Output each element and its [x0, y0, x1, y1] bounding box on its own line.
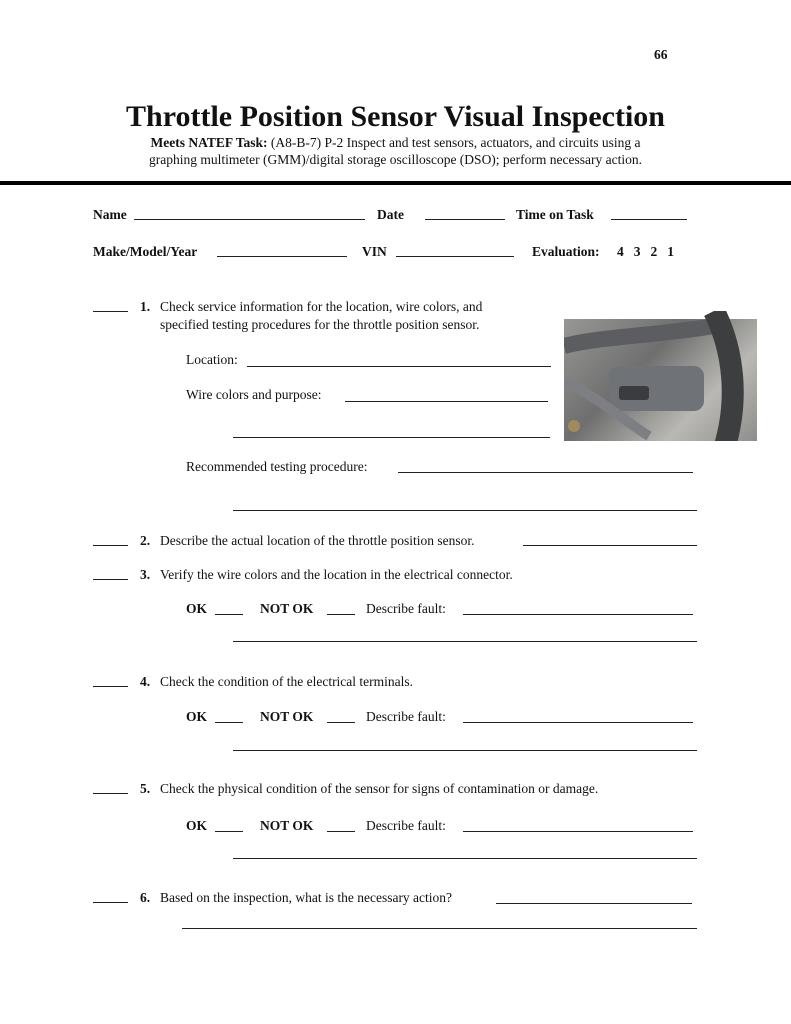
- make-model-year-field[interactable]: [217, 256, 347, 257]
- natef-line-2: graphing multimeter (GMM)/digital storage oscilloscope (DSO); perform necessary action.: [149, 152, 642, 167]
- score-1[interactable]: 1: [667, 244, 674, 259]
- vin-field[interactable]: [396, 256, 514, 257]
- item-4-describe-field[interactable]: [463, 722, 693, 723]
- item-1-number: 1.: [140, 299, 151, 314]
- item-1-checkbox-line[interactable]: [93, 311, 128, 312]
- natef-line-1: [0, 135, 791, 151]
- item-4-number: 4.: [140, 674, 151, 689]
- name-field[interactable]: [134, 219, 365, 220]
- item-5-ok-field[interactable]: [215, 831, 243, 832]
- location-label: Location:: [186, 352, 238, 367]
- item-1-text-1: Check service information for the location, wire colors, and: [160, 299, 483, 314]
- item-4-describe-label: Describe fault:: [366, 709, 446, 724]
- vin-label: VIN: [362, 244, 387, 259]
- date-label: Date: [377, 207, 404, 222]
- item-5-describe-field[interactable]: [463, 831, 693, 832]
- make-model-year-label: Make/Model/Year: [93, 244, 198, 259]
- page-title: Throttle Position Sensor Visual Inspection: [126, 100, 665, 133]
- wire-colors-label: Wire colors and purpose:: [186, 387, 322, 402]
- evaluation-label: Evaluation:: [532, 244, 600, 259]
- throttle-position-sensor-photo: [564, 311, 757, 449]
- item-4-not-ok-field[interactable]: [327, 722, 355, 723]
- item-5-checkbox-line[interactable]: [93, 793, 128, 794]
- item-6-text: Based on the inspection, what is the necessary action?: [160, 890, 453, 905]
- item-2-number: 2.: [140, 533, 151, 548]
- item-5-describe-label: Describe fault:: [366, 818, 446, 833]
- name-label: Name: [93, 207, 127, 222]
- item-3-ok-field[interactable]: [215, 614, 243, 615]
- item-5-not-ok-label: NOT OK: [260, 818, 314, 833]
- item-5-describe-field-2[interactable]: [233, 858, 697, 859]
- wire-colors-field-2[interactable]: [233, 437, 550, 438]
- item-5-not-ok-field[interactable]: [327, 831, 355, 832]
- time-on-task-field[interactable]: [611, 219, 687, 220]
- natef-text-1: (A8-B-7) P-2 Inspect and test sensors, actuators, and circuits using a: [270, 135, 641, 150]
- item-5-text: Check the physical condition of the sensor for signs of contamination or damage.: [160, 781, 599, 796]
- item-3-number: 3.: [140, 567, 151, 582]
- item-3-describe-field-2[interactable]: [233, 641, 697, 642]
- item-2-checkbox-line[interactable]: [93, 545, 128, 546]
- item-4-ok-field[interactable]: [215, 722, 243, 723]
- item-4-describe-field-2[interactable]: [233, 750, 697, 751]
- score-3[interactable]: 3: [633, 244, 641, 259]
- item-2-text: Describe the actual location of the throttle position sensor.: [160, 533, 475, 548]
- page-number: 66: [654, 47, 668, 62]
- item-1-text-2: specified testing procedures for the throttle position sensor.: [160, 317, 480, 332]
- procedure-label: Recommended testing procedure:: [186, 459, 368, 474]
- item-5-ok-label: OK: [186, 818, 208, 833]
- item-6-number: 6.: [140, 890, 151, 905]
- time-on-task-label: Time on Task: [516, 207, 594, 222]
- item-3-not-ok-field[interactable]: [327, 614, 355, 615]
- item-6-field-2[interactable]: [182, 928, 697, 929]
- header-divider: [0, 181, 791, 185]
- sensor-photo-icon: [564, 311, 757, 449]
- score-2[interactable]: 2: [650, 244, 658, 259]
- location-field[interactable]: [247, 366, 551, 367]
- item-6-field[interactable]: [496, 903, 692, 904]
- item-3-text: Verify the wire colors and the location in the electrical connector.: [160, 567, 513, 582]
- evaluation-scores: [617, 244, 674, 260]
- procedure-field[interactable]: [398, 472, 693, 473]
- item-4-not-ok-label: NOT OK: [260, 709, 314, 724]
- item-4-checkbox-line[interactable]: [93, 686, 128, 687]
- date-field[interactable]: [425, 219, 505, 220]
- item-3-checkbox-line[interactable]: [93, 579, 128, 580]
- natef-label: Meets NATEF Task:: [150, 135, 268, 150]
- item-3-describe-field[interactable]: [463, 614, 693, 615]
- wire-colors-field[interactable]: [345, 401, 548, 402]
- item-4-ok-label: OK: [186, 709, 208, 724]
- item-4-text: Check the condition of the electrical terminals.: [160, 674, 414, 689]
- procedure-field-2[interactable]: [233, 510, 697, 511]
- item-3-describe-label: Describe fault:: [366, 601, 446, 616]
- score-4[interactable]: 4: [617, 244, 624, 259]
- item-3-not-ok-label: NOT OK: [260, 601, 314, 616]
- item-3-ok-label: OK: [186, 601, 208, 616]
- item-6-checkbox-line[interactable]: [93, 902, 128, 903]
- item-5-number: 5.: [140, 781, 151, 796]
- item-2-field[interactable]: [523, 545, 697, 546]
